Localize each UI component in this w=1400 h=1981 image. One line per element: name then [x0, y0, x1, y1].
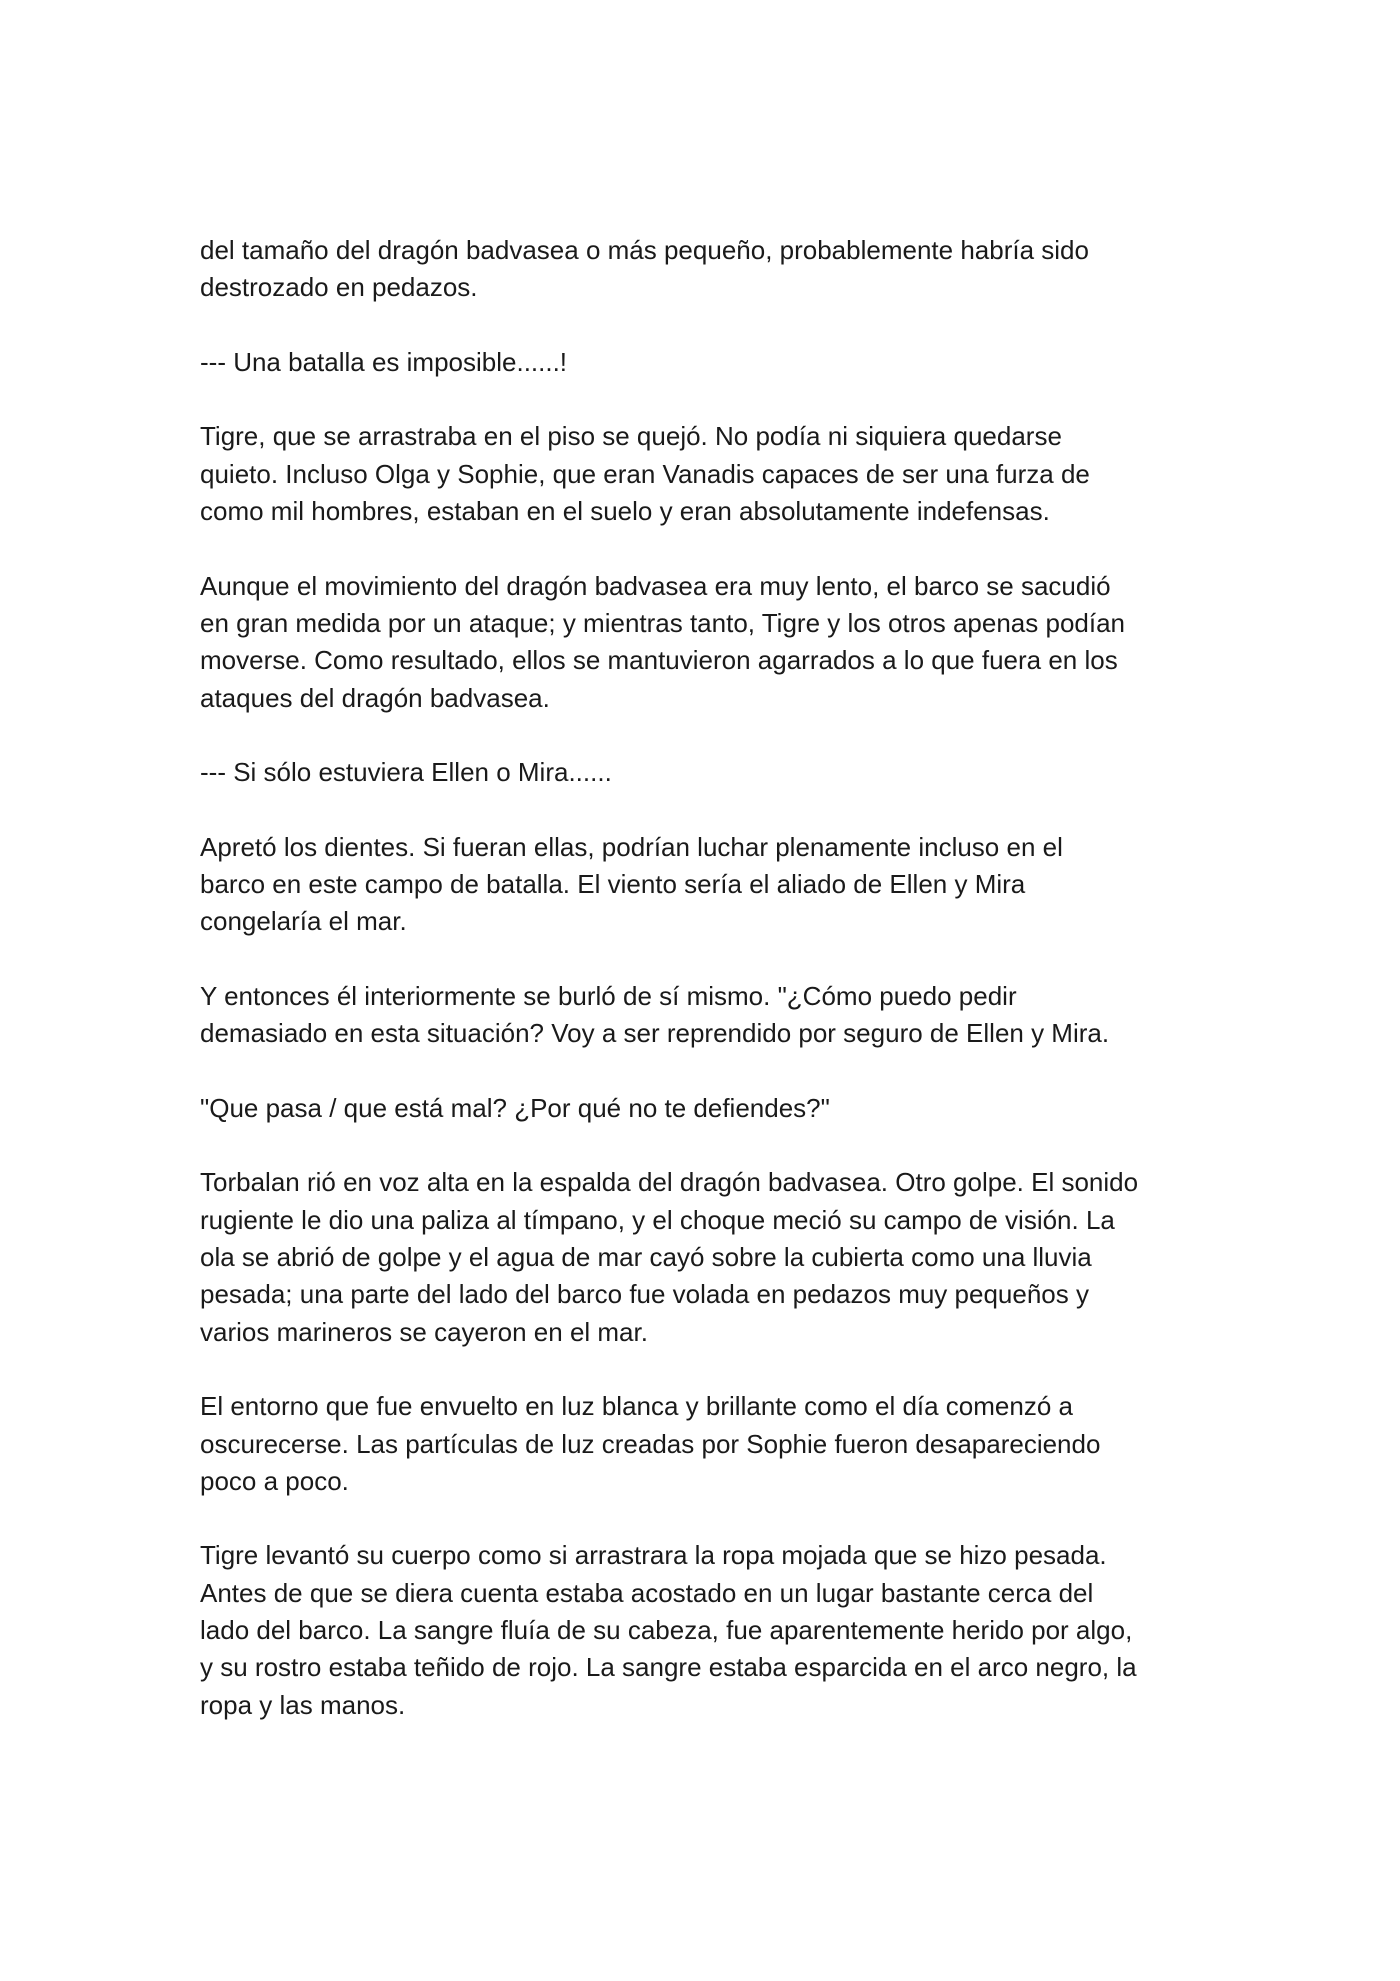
paragraph: --- Una batalla es imposible......! [200, 346, 568, 377]
paragraph: Tigre, que se arrastraba en el piso se quejó. No podía ni siquiera quedarse quieto. Incluso Olga y Sophie, que eran Vanadis capaces de ser una furza de como mil hombres, estaban en el suelo y eran absolutamente indefensas. [200, 421, 1090, 527]
paragraph: Y entonces él interiormente se burló de sí mismo. "¿Cómo puedo pedir demasiado en esta situación? Voy a ser reprendido por seguro de Ellen y Mira. [200, 980, 1110, 1049]
paragraph: "Que pasa / que está mal? ¿Por qué no te defiendes?" [200, 1092, 830, 1123]
paragraph: Aunque el movimiento del dragón badvasea era muy lento, el barco se sacudió en gran medida por un ataque; y mientras tanto, Tigre y los otros apenas podían moverse. Como resultado, ellos se mantuvieron agarrados a lo que fuera en los ataques del dragón badvasea. [200, 570, 1126, 713]
paragraph: Apretó los dientes. Si fueran ellas, podrían luchar plenamente incluso en el barco en este campo de batalla. El viento sería el aliado de Ellen y Mira congelaría el mar. [200, 831, 1063, 937]
paragraph: El entorno que fue envuelto en luz blanca y brillante como el día comenzó a oscurecerse. Las partículas de luz creadas por Sophie fueron desapareciendo poco a poco. [200, 1391, 1101, 1496]
paragraph: Torbalan rió en voz alta en la espalda del dragón badvasea. Otro golpe. El sonido rugiente le dio una paliza al tímpano, y el choque meció su campo de visión. La ola se abrió de golpe y el agua de mar cayó sobre la cubierta como una lluvia pesada; una parte del lado del barco fue volada en pedazos muy pequeños y varios marineros se cayeron en el mar. [200, 1167, 1139, 1347]
document-body [200, 232, 1210, 1724]
paragraph: del tamaño del dragón badvasea o más pequeño, probablemente habría sido destrozado en pedazos. [200, 235, 1089, 303]
paragraph: --- Si sólo estuviera Ellen o Mira...... [200, 757, 612, 788]
paragraph: Tigre levantó su cuerpo como si arrastrara la ropa mojada que se hizo pesada. Antes de que se diera cuenta estaba acostado en un lugar bastante cerca del lado del barco. La sangre fluía de su cabeza, fue aparentemente herido por algo, y su rostro estaba teñido de rojo. La sangre estaba esparcida en el arco negro, la ropa y las manos. [200, 1540, 1137, 1720]
